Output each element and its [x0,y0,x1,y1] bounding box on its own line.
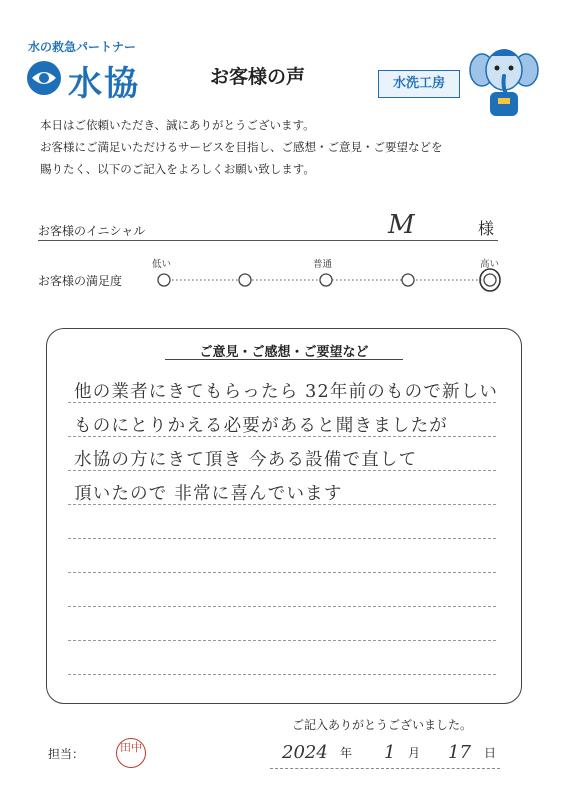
date-underline [270,768,500,769]
intro-text [40,114,530,180]
month-unit: 月 [408,746,421,760]
scale-option-1 [158,274,170,286]
ruled-line [68,674,496,675]
comment-line: ものにとりかえる必要があると聞きましたが [74,416,448,436]
initial-underline [38,240,498,241]
thanks-text: ご記入ありがとうございました。 [292,718,473,732]
year-unit: 年 [340,746,353,760]
scale-option-3 [320,274,332,286]
honorific: 様 [478,219,495,238]
scale-mid-label: 普通 [313,259,333,270]
ruled-line [68,640,496,641]
comment-line: 頂いたので 非常に喜んでいます [74,484,343,504]
scale-option-4 [402,274,414,286]
scale-option-5 [484,274,496,286]
initial-label: お客様のイニシャル [38,224,146,238]
day-unit: 日 [484,746,497,760]
logo-tagline: 水の救急パートナー [28,40,137,54]
water-drop-logo-icon [22,58,66,98]
comment-line: 他の業者にきてもらったら 32年前のもので新しい [74,382,499,402]
ruled-line [68,606,496,607]
heading-underline [165,359,403,360]
satisfaction-scale [150,266,510,296]
ruled-line [68,572,496,573]
date-day: 17 [448,742,471,763]
elephant-mascot-icon [468,40,540,120]
intro-line: 賜りたく、以下のご記入をよろしくお願い致します。 [40,162,315,176]
comment-line: 水協の方にきて頂き 今ある設備で直して [74,450,418,470]
scale-option-2 [239,274,251,286]
page-title: お客様の声 [210,66,306,88]
staff-label: 担当： [48,747,85,761]
scale-low-label: 低い [152,259,172,270]
staff-seal: 田中 [116,738,146,768]
date-month: 1 [384,742,396,763]
brand-badge: 水洗工房 [378,70,460,98]
intro-line: 本日はご依頼いただき、誠にありがとうございます。 [40,118,315,132]
comment-heading: ご意見・ご感想・ご要望など [199,345,369,360]
scale-high-label: 高い [480,259,500,270]
initial-value: M [388,210,415,240]
logo-name: 水協 [68,64,140,104]
ruled-line [68,538,496,539]
intro-line: お客様にご満足いただけるサービスを目指し、ご感想・ご意見・ご要望などを [40,140,443,154]
satisfaction-label: お客様の満足度 [38,274,123,288]
date-year: 2024 [282,742,328,763]
